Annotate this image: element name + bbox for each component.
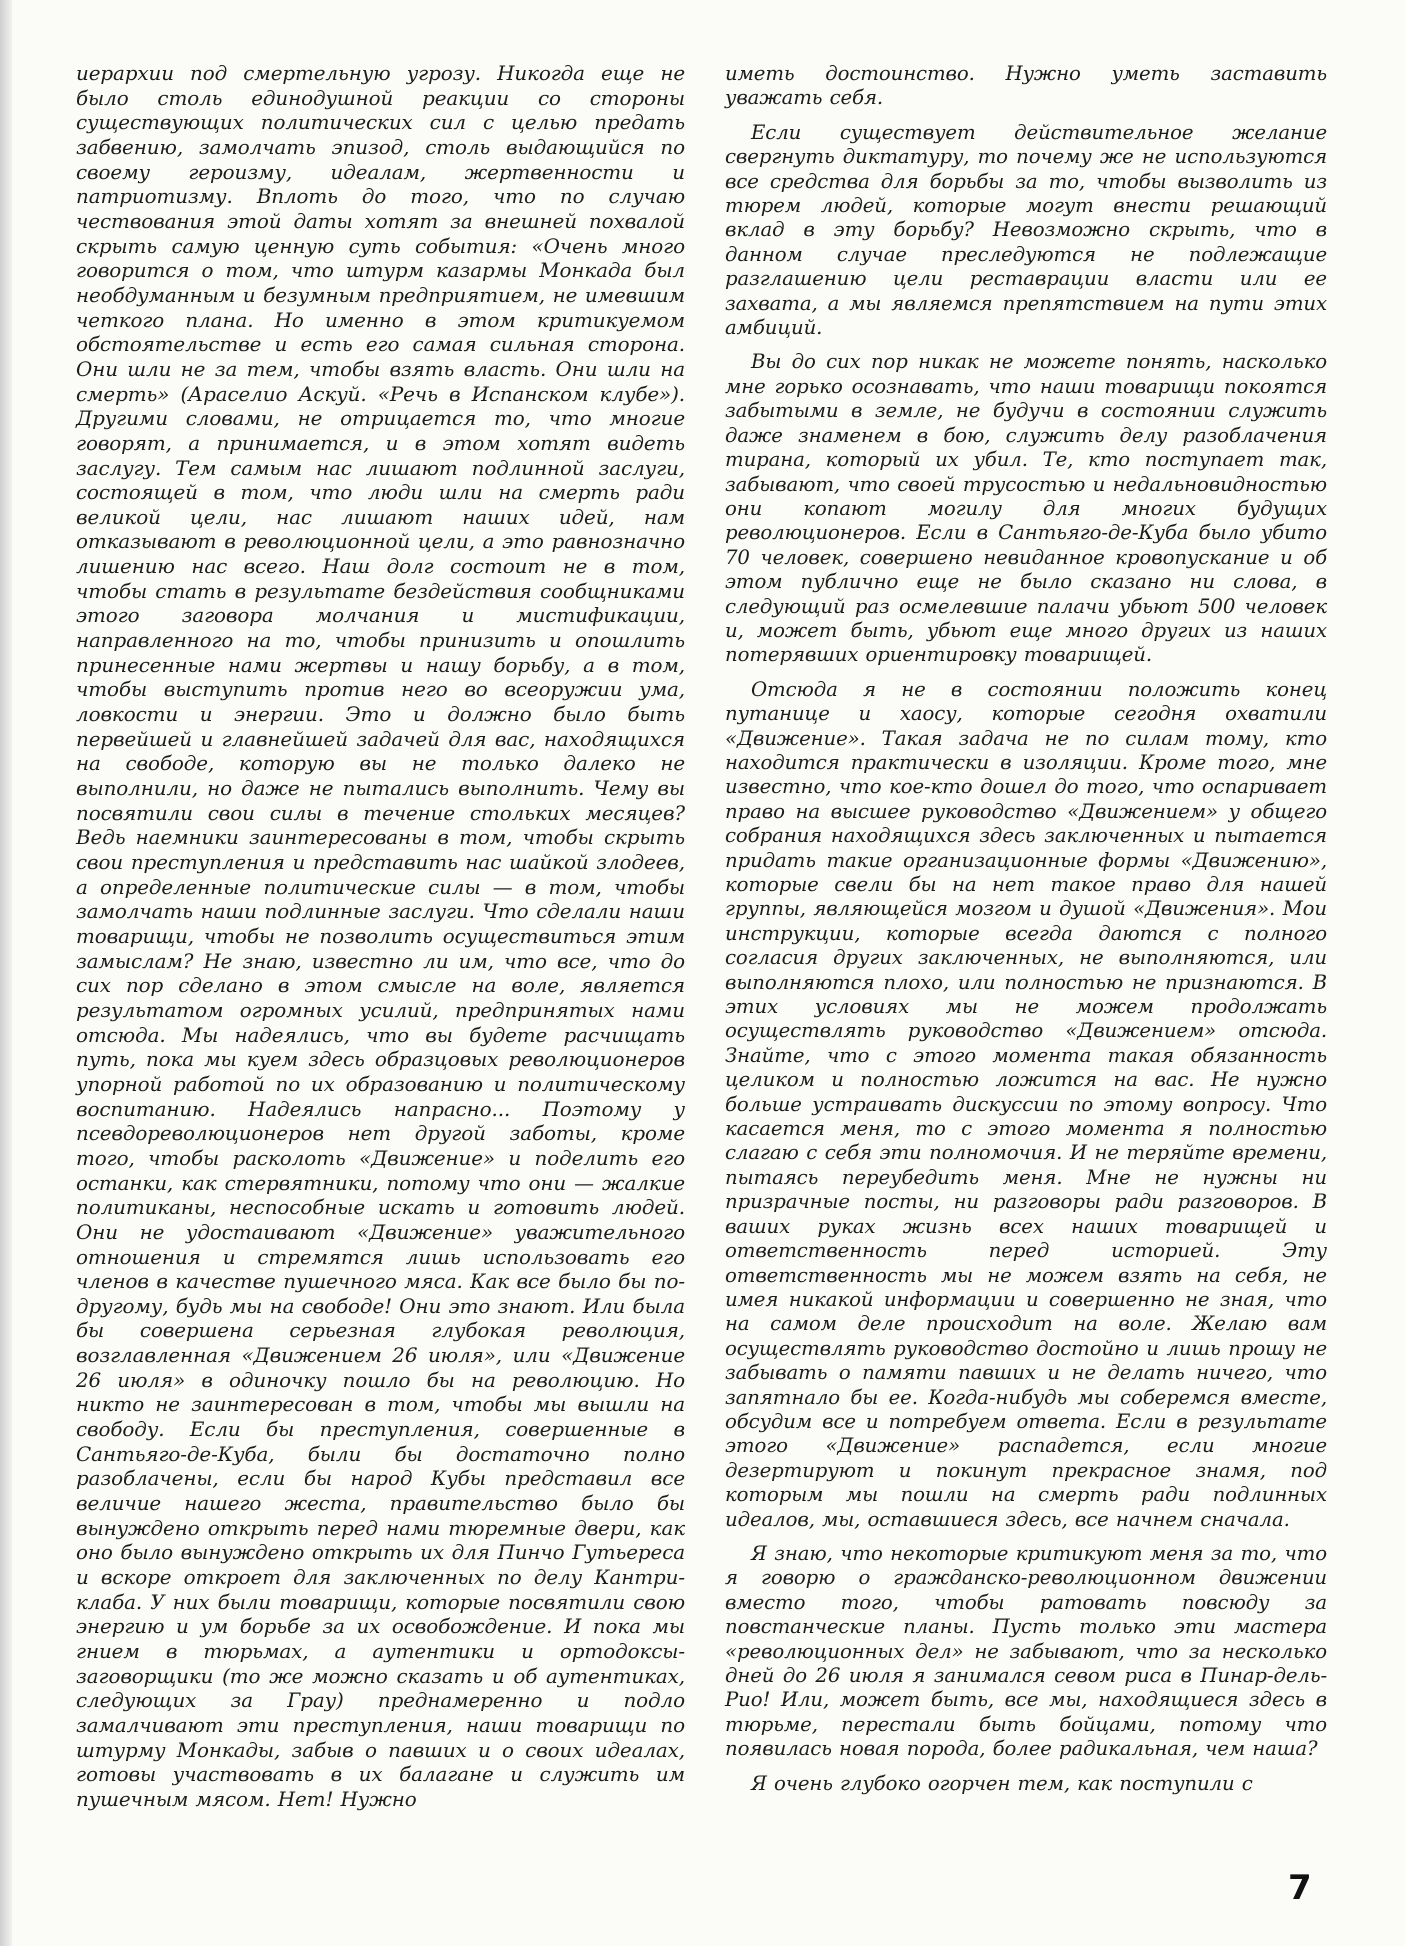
right-paragraph-4: Отсюда я не в состоянии положить конец путанице и хаосу, которые сегодня охватили «Движение». Такая задача не по силам тому, кто находится практически в изоляции. Кроме того, мне известно, что кое-кто дошел до того, что оспаривает право на высшее руководство «Движением» у общего собрания находящихся здесь заключенных и пытается придать такие организационные формы «Движению», которые свели бы на нет такое право для нашей группы, являющейся мозгом и душой «Движения». Мои инструкции, которые всегда даются с полного согласия других заключенных, не выполняются, или выполняются плохо, или полностью не признаются. В этих условиях мы не можем продолжать осуществлять руководство «Движением» отсюда. Знайте, что с этого момента такая обязанность целиком и полностью ложится на вас. Не нужно больше устраивать дискуссии по этому вопросу. Что касается меня, то с этого момента я полностью слагаю с себя эти полномочия. И не теряйте времени, пытаясь переубедить меня. Мне не нужны ни призрачные посты, ни разговоры ради разговоров. В ваших руках жизнь всех наших товарищей и ответственность перед историей. Эту ответственность мы не можем взять на себя, не имея никакой информации и совершенно не зная, что на самом деле происходит на воле. Желаю вам осуществлять руководство достойно и лишь прошу не забывать о памяти павших и не делать ничего, что запятнало бы ее. Когда-нибудь мы соберемся вместе, обсудим все и потребуем ответа. Если в результате этого «Движение» распадется, если многие дезертируют и покинут прекрасное знамя, под которым мы пошли на смерть ради подлинных идеалов, мы, оставшиеся здесь, все начнем сначала. xyxy=(725,677,1327,1531)
left-text-column xyxy=(76,62,685,1813)
right-paragraph-3: Вы до сих пор никак не можете понять, насколько мне горько осознавать, что наши товарищи покоятся забытыми в земле, не будучи в состоянии служить даже знаменем в бою, служить делу разоблачения тирана, который их убил. Те, кто поступает так, забывают, что своей трусостью и недальновидностью они копают могилу для многих будущих революционеров. Если в Сантьяго-де-Куба было убито 70 человек, совершено невиданное кровопускание и об этом публично еще не было сказано ни слова, в следующий раз осмелевшие палачи убьют 500 человек и, может быть, убьют еще много других из наших потерявших ориентировку товарищей. xyxy=(725,350,1327,667)
page-binding-shadow xyxy=(0,0,12,1946)
page-number: 7 xyxy=(1288,1868,1312,1908)
right-paragraph-1: иметь достоинство. Нужно уметь заставить уважать себя. xyxy=(725,62,1327,110)
left-paragraph-1: иерархии под смертельную угрозу. Никогда еще не было столь единодушной реакции со стороны существующих политических сил с целью предать забвению, замолчать эпизод, столь выдающийся по своему героизму, идеалам, жертвенности и патриотизму. Вплоть до того, что по случаю чествования этой даты хотят за внешней похвалой скрыть самую ценную суть события: «Очень много говорится о том, что штурм казармы Монкада был необдуманным и безумным предприятием, не имевшим четкого плана. Но именно в этом критикуемом обстоятельстве и есть его самая сильная сторона. Они шли не за тем, чтобы взять власть. Они шли на смерть» (Араселио Аскуй. «Речь в Испанском клубе»). Другими словами, не отрицается то, что многие говорят, а принимается, и в этом хотят видеть заслугу. Тем самым нас лишают подлинной заслуги, состоящей в том, что люди шли на смерть ради великой цели, нас лишают наших идей, нам отказывают в революционной цели, а это равнозначно лишению нас всего. Наш долг состоит не в том, чтобы стать в результате бездействия сообщниками этого заговора молчания и мистификации, направленного на то, чтобы принизить и опошлить принесенные нами жертвы и нашу борьбу, а в том, чтобы выступить против него во всеоружии ума, ловкости и энергии. Это и должно было быть первейшей и главнейшей задачей для вас, находящихся на свободе, которую вы не только далеко не выполнили, но даже не пытались выполнить. Чему вы посвятили свои силы в течение стольких месяцев? Ведь наемники заинтересованы в том, чтобы скрыть свои преступления и представить нас шайкой злодеев, а определенные политические силы — в том, чтобы замолчать наши подлинные заслуги. Что сделали наши товарищи, чтобы не позволить осуществиться этим замыслам? Не знаю, известно ли им, что все, что до сих пор сделано в этом смысле на воле, является результатом огромных усилий, предпринятых нами отсюда. Мы надеялись, что вы будете расчищать путь, пока мы куем здесь образцовых революционеров упорной работой по их образованию и политическому воспитанию. Надеялись напрасно... Поэтому у псевдореволюционеров нет другой заботы, кроме того, чтобы расколоть «Движение» и поделить его останки, как стервятники, потому что они — жалкие политиканы, неспособные искать и готовить людей. Они не удостаивают «Движение» уважительного отношения и стремятся лишь использовать его членов в качестве пушечного мяса. Как все было бы по-другому, будь мы на свободе! Они это знают. Или была бы совершена серьезная глубокая революция, возглавленная «Движением 26 июля», или «Движение 26 июля» в одиночку пошло бы на революцию. Но никто не заинтересован в том, чтобы мы вышли на свободу. Если бы преступления, совершенные в Сантьяго-де-Куба, были бы достаточно полно разоблачены, если бы народ Кубы представил все величие нашего жеста, правительство было бы вынуждено открыть перед нами тюремные двери, как оно было вынуждено открыть их для Пинчо Гутьереса и вскоре откроет для заключенных по делу Кантри-клаба. У них были товарищи, которые посвятили свою энергию и ум борьбе за их освобождение. И пока мы гнием в тюрьмах, а аутентики и ортодоксы-заговорщики (то же можно сказать и об аутентиках, следующих за Грау) преднамеренно и подло замалчивают эти преступления, наши товарищи по штурму Монкады, забыв о павших и о своих идеалах, готовы участвовать в их балагане и служить им пушечным мясом. Нет! Нужно xyxy=(76,62,685,1811)
right-paragraph-5: Я знаю, что некоторые критикуют меня за то, что я говорю о гражданско-революционном движении вместо того, чтобы ратовать повсюду за повстанческие планы. Пусть только эти мастера «революционных дел» не забывают, что за несколько дней до 26 июля я занимался севом риса в Пинар-дель-Рио! Или, может быть, все мы, находящиеся здесь в тюрьме, перестали быть бойцами, потому что появилась новая порода, более радикальная, чем наша? xyxy=(725,1541,1327,1761)
right-text-column xyxy=(725,62,1327,1796)
right-paragraph-6: Я очень глубоко огорчен тем, как поступили с xyxy=(751,1771,1253,1795)
right-paragraph-2: Если существует действительное желание свергнуть диктатуру, то почему же не используются все средства для борьбы за то, чтобы вызволить из тюрем людей, которые могут внести решающий вклад в эту борьбу? Невозможно скрыть, что в данном случае преследуются не подлежащие разглашению цели реставрации власти или ее захвата, а мы являемся препятствием на пути этих амбиций. xyxy=(725,120,1327,340)
